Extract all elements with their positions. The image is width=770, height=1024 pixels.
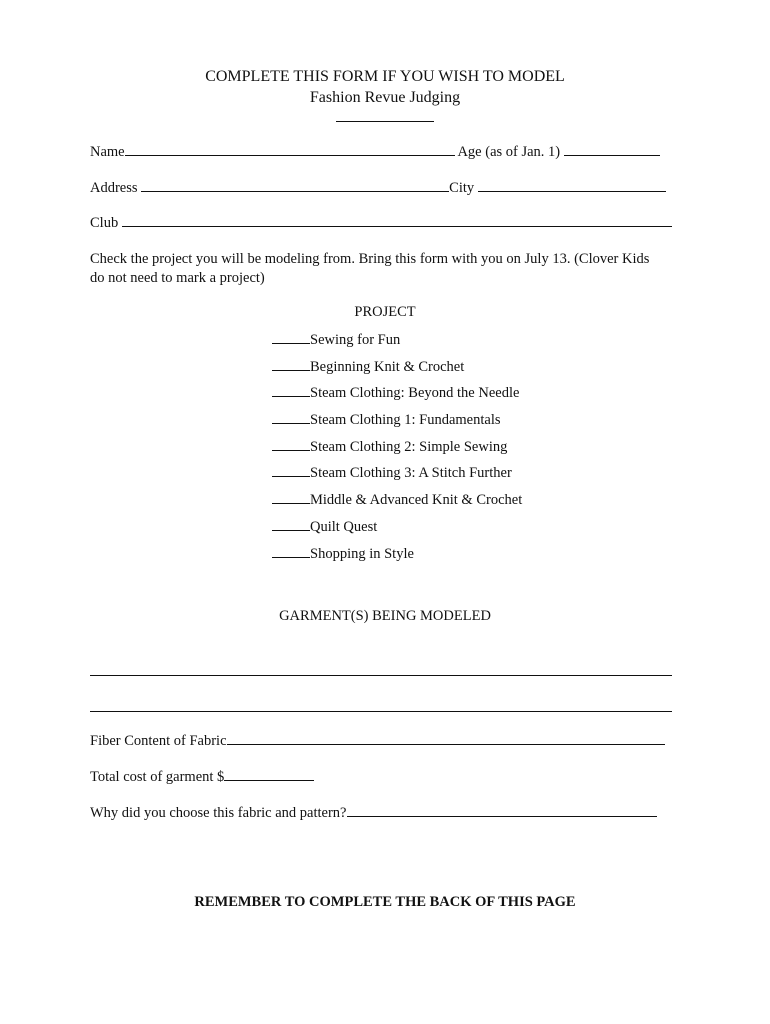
name-field[interactable] [125, 154, 455, 156]
checkbox-blank[interactable] [272, 530, 310, 531]
age-label: Age (as of Jan. 1) [457, 144, 561, 160]
age-field[interactable] [564, 154, 660, 156]
club-label: Club [90, 215, 119, 231]
form-title: COMPLETE THIS FORM IF YOU WISH TO MODEL [205, 68, 565, 85]
garment-line-2[interactable] [90, 711, 672, 712]
name-row [90, 144, 660, 161]
checkbox-blank[interactable] [272, 476, 310, 477]
project-item[interactable] [272, 439, 507, 456]
back-page-reminder: REMEMBER TO COMPLETE THE BACK OF THIS PAGE [194, 894, 576, 910]
why-row [90, 805, 657, 822]
project-item-label: Shopping in Style [310, 546, 414, 562]
checkbox-blank[interactable] [272, 370, 310, 371]
garments-heading: GARMENT(S) BEING MODELED [279, 608, 491, 624]
project-item-label: Quilt Quest [310, 519, 378, 535]
why-field[interactable] [347, 815, 657, 817]
project-item-label: Middle & Advanced Knit & Crochet [310, 492, 523, 508]
project-item-label: Steam Clothing 2: Simple Sewing [310, 439, 508, 455]
cost-row [90, 769, 314, 786]
project-item-label: Beginning Knit & Crochet [310, 359, 465, 375]
project-item[interactable] [272, 492, 522, 509]
fiber-field[interactable] [227, 743, 665, 745]
project-item[interactable] [272, 519, 377, 536]
instructions-line-2: do not need to mark a project) [90, 270, 265, 286]
fiber-label: Fiber Content of Fabric [90, 733, 227, 749]
project-item[interactable] [272, 359, 464, 376]
project-item[interactable] [272, 465, 512, 482]
project-item[interactable] [272, 412, 501, 429]
project-item[interactable] [272, 332, 400, 349]
project-item-label: Steam Clothing: Beyond the Needle [310, 385, 520, 401]
form-subtitle: Fashion Revue Judging [309, 89, 461, 106]
city-label: City [449, 180, 475, 196]
project-heading: PROJECT [354, 304, 416, 320]
club-field[interactable] [122, 225, 672, 227]
name-label: Name [90, 144, 125, 160]
checkbox-blank[interactable] [272, 396, 310, 397]
checkbox-blank[interactable] [272, 423, 310, 424]
checkbox-blank[interactable] [272, 503, 310, 504]
project-item[interactable] [272, 546, 414, 563]
instructions-line-1: Check the project you will be modeling from. Bring this form with you on July 13. (Clover Kids [90, 251, 650, 267]
title-divider [336, 121, 434, 122]
fiber-row [90, 733, 665, 750]
cost-field[interactable] [224, 779, 314, 781]
checkbox-blank[interactable] [272, 450, 310, 451]
checkbox-blank[interactable] [272, 343, 310, 344]
address-label: Address [90, 180, 138, 196]
why-label: Why did you choose this fabric and pattern? [90, 805, 347, 821]
city-field[interactable] [478, 190, 666, 192]
project-item[interactable] [272, 385, 519, 402]
address-row [90, 180, 666, 197]
checkbox-blank[interactable] [272, 557, 310, 558]
project-item-label: Steam Clothing 1: Fundamentals [310, 412, 501, 428]
club-row [90, 215, 672, 232]
garment-line-1[interactable] [90, 675, 672, 676]
project-item-label: Sewing for Fun [310, 332, 401, 348]
address-field[interactable] [141, 190, 449, 192]
project-item-label: Steam Clothing 3: A Stitch Further [310, 465, 512, 481]
cost-label: Total cost of garment $ [90, 769, 225, 785]
